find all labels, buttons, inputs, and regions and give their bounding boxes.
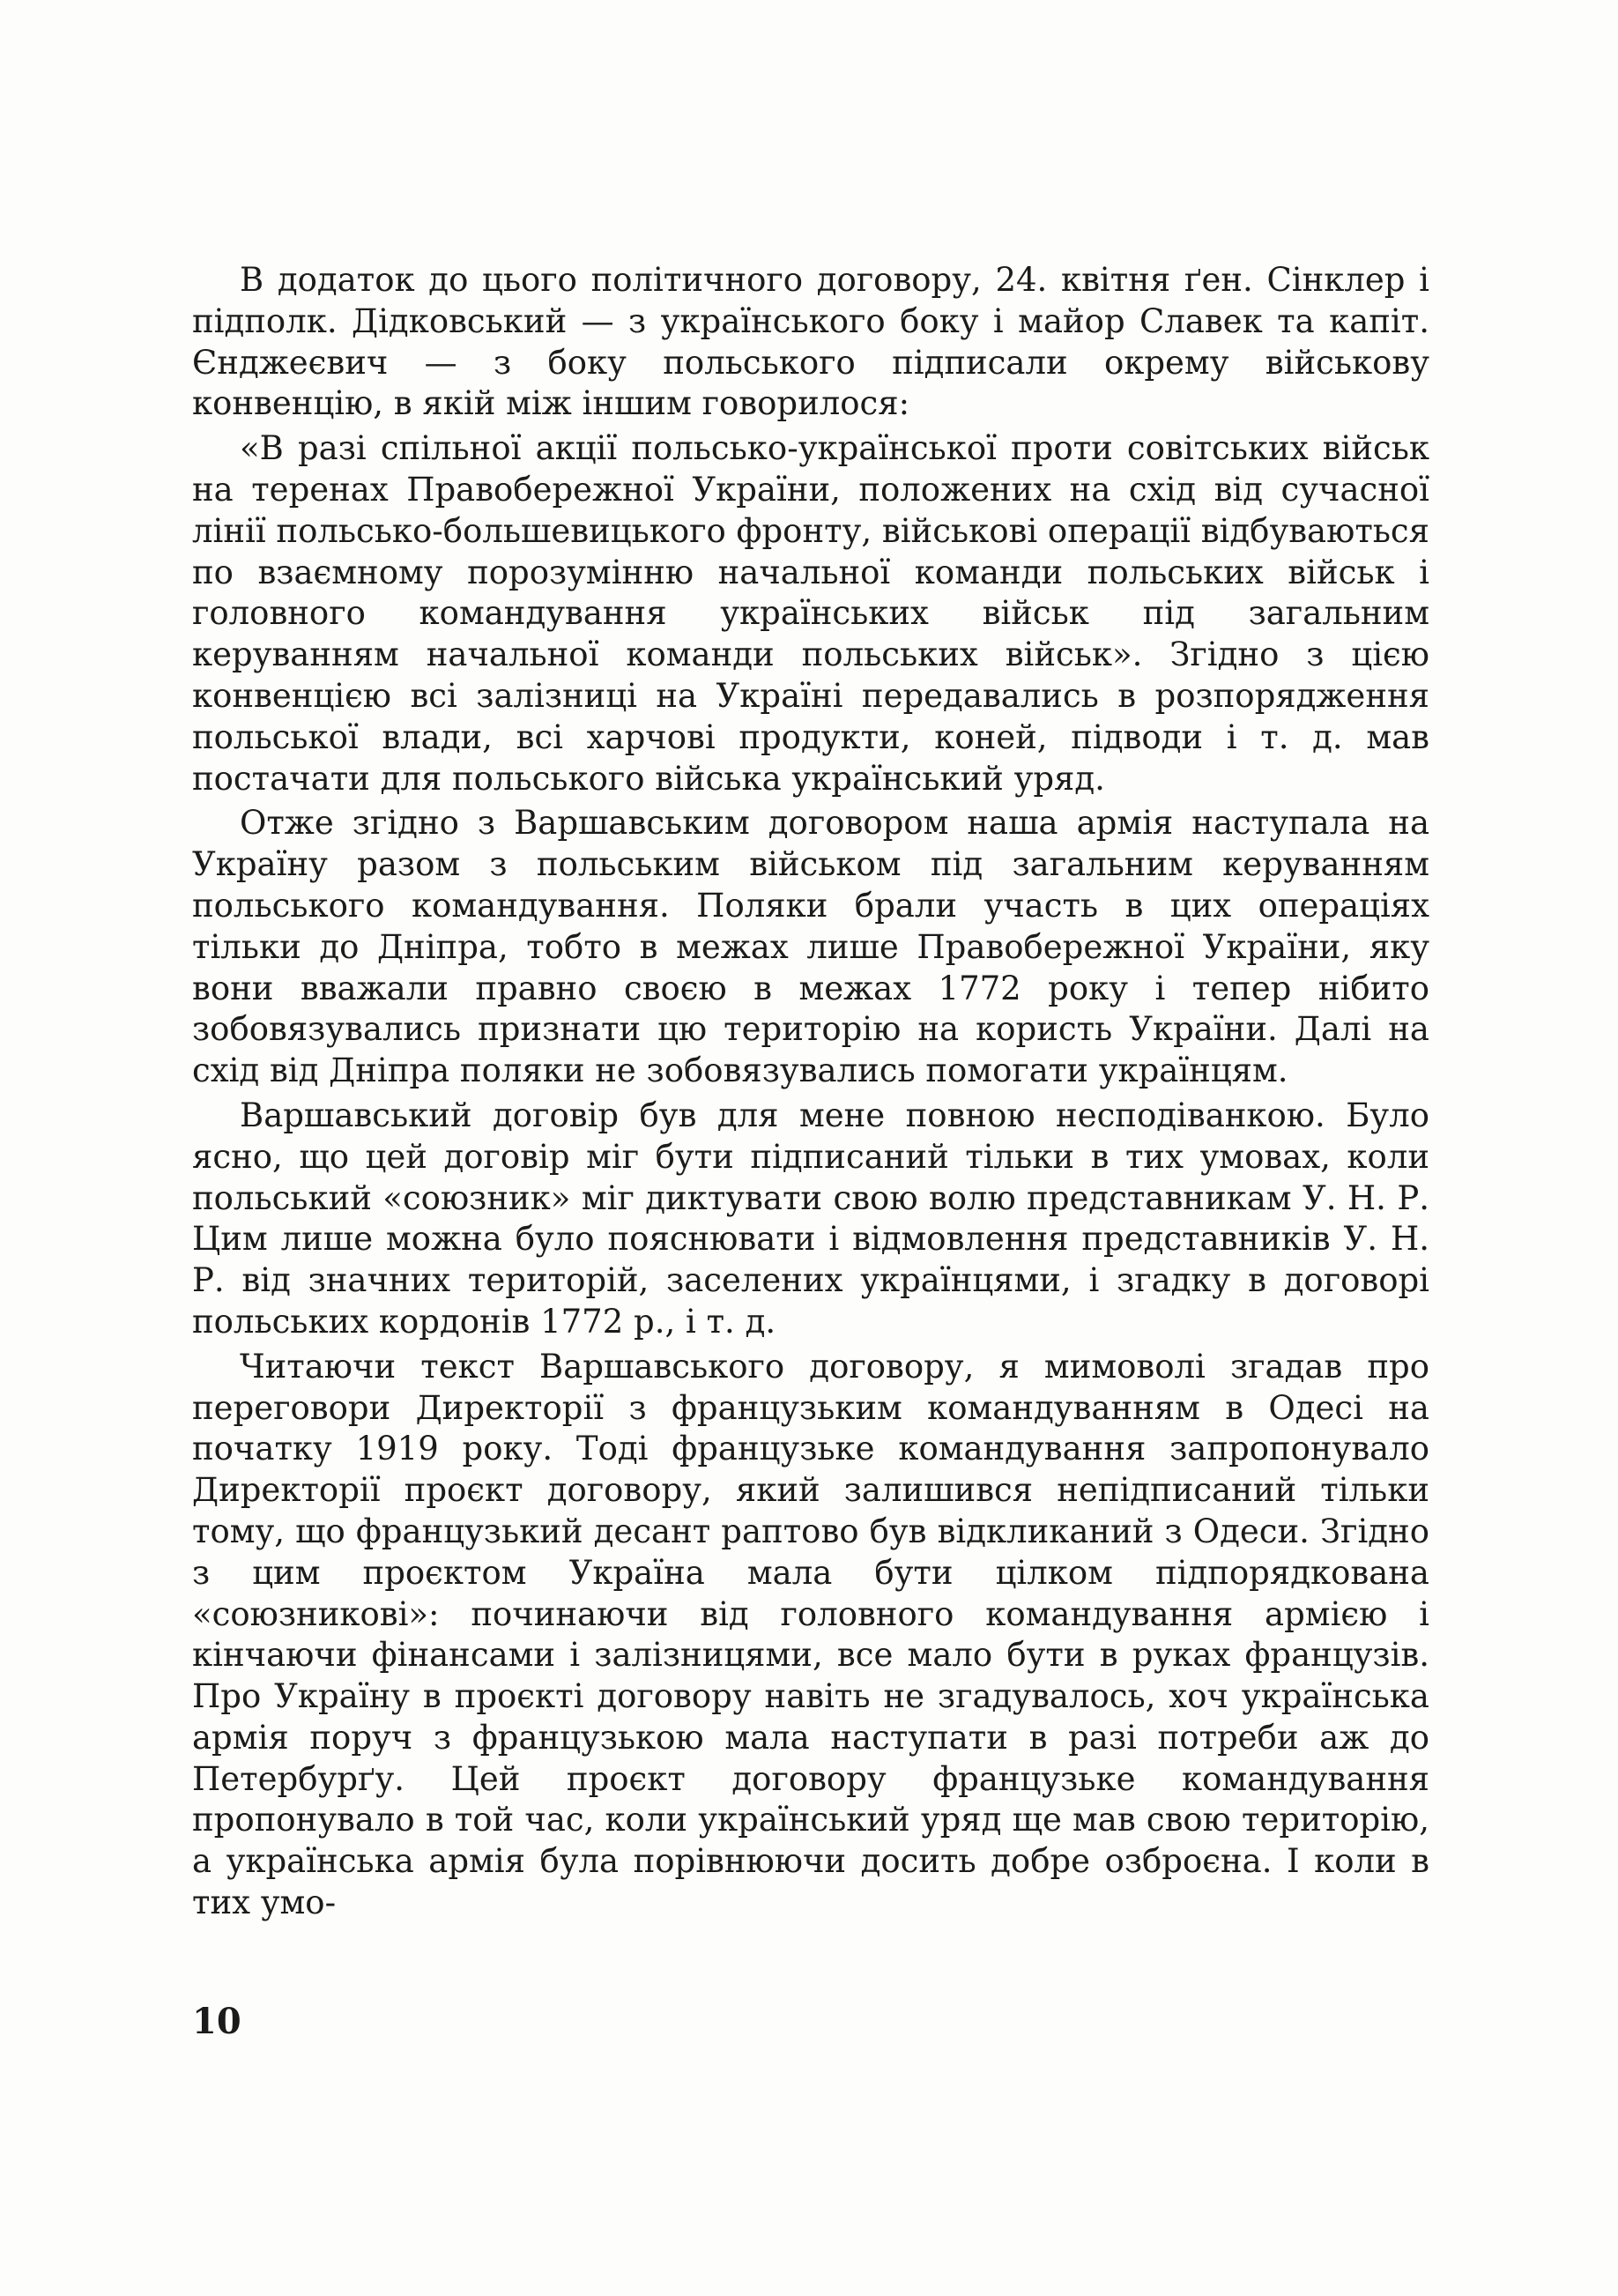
paragraph-4: Варшавський договір був для мене повною несподіванкою. Було ясно, що цей договір міг бути підписаний тільки в тих умовах, коли польський «союзник» міг диктувати свою волю представникам У. Н. Р. Цим лише можна було пояснювати і відмовлення представників У. Н. Р. від значних територій, заселених українцями, і згадку в договорі польських кордонів 1772 р., і т. д.	[192, 1096, 1429, 1341]
paragraph-3: Отже згідно з Варшавським договором наша армія наступала на Україну разом з польським військом під загальним керуванням польського командування. Поляки брали участь в цих операціях тільки до Дніпра, тобто в межах лише Правобережної України, яку вони вважали правно своєю в межах 1772 року і тепер нібито зобовязувались признати цю територію на користь України. Далі на схід від Дніпра поляки не зобовязувались помогати українцям.	[192, 804, 1429, 1090]
paragraph-5: Читаючи текст Варшавського договору, я мимоволі згадав про переговори Директорії з французьким командуванням в Одесі на початку 1919 року. Тоді французьке командування запропонувало Директорії проєкт договору, який залишився непідписаний тільки тому, що французький десант раптово був відкликаний з Одеси. Згідно з цим проєктом Україна мала бути цілком підпорядкована «союзникові»: починаючи від головного командування армією і кінчаючи фінансами і залізницями, все мало бути в руках французів. Про Україну в проєкті договору навіть не згадувалось, хоч українська армія поруч з французькою мала наступати в разі потреби аж до Петербурґу. Цей проєкт договору французьке командування пропонувало в той час, коли український уряд ще мав свою територію, а українська армія була порівнюючи досить добре озброєна. І коли в тих умо-	[192, 1347, 1429, 1922]
body-text	[192, 260, 1429, 1924]
paragraph-1: В додаток до цього політичного договору, 24. квітня ґен. Сінклер і підполк. Дідковський — з українського боку і майор Славек та капіт. Єнджеєвич — з боку польського підписали окрему військову конвенцію, в якій між іншим говорилося:	[192, 261, 1429, 423]
paragraph-2: «В разі спільної акції польсько-української проти совітських військ на теренах Правобережної України, положених на схід від сучасної лінії польсько-большевицького фронту, військові операції відбуваються по взаємному порозумінню начальної команди польських військ і головного командування українських військ під загальним керуванням начальної команди польських військ». Згідно з цією конвенцією всі залізниці на Україні передавались в розпорядження польської влади, всі харчові продукти, коней, підводи і т. д. мав постачати для польського війська український уряд.	[192, 429, 1429, 798]
page-number: 10	[192, 2001, 241, 2042]
